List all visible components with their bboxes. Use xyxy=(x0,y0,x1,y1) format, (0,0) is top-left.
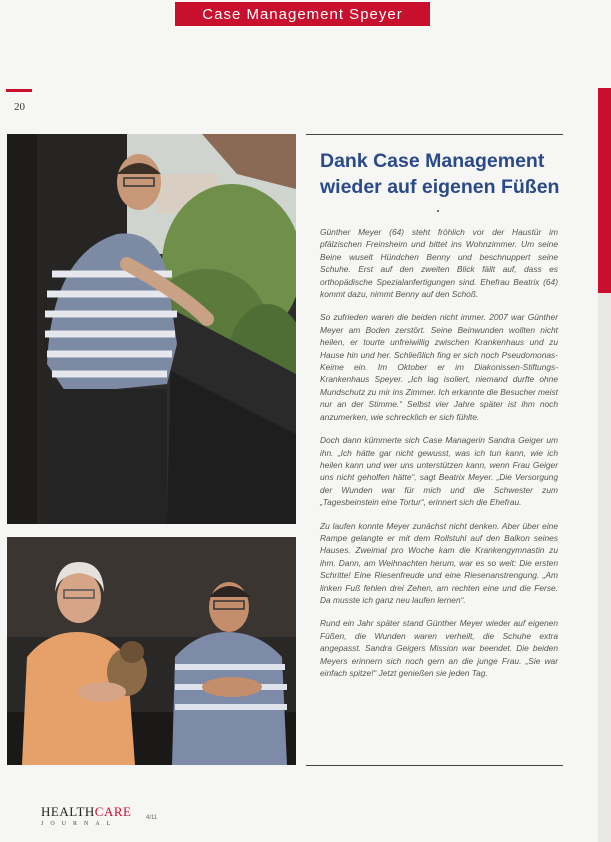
page-number: 20 xyxy=(14,101,25,113)
article-body xyxy=(320,226,558,690)
page-edge xyxy=(598,293,611,842)
section-header xyxy=(175,2,430,26)
photo-couple-with-dog-illustration xyxy=(7,537,296,765)
top-rule xyxy=(306,134,563,135)
bottom-rule xyxy=(306,765,563,766)
accent-side-tab xyxy=(598,88,611,293)
logo-part-health: HEALTH xyxy=(41,804,95,819)
divider-dot xyxy=(437,210,439,212)
accent-tick xyxy=(6,89,32,92)
logo-wordmark xyxy=(41,804,131,820)
section-title: Case Management Speyer xyxy=(202,5,403,23)
photo-man-on-balcony-illustration xyxy=(7,134,296,524)
paragraph: Günther Meyer (64) steht fröhlich vor der Haustür im pfälzischen Freinsheim und bittet ins Wohnzimmer. Um seine Beine wuselt Hündchen Benny und beschnuppert seine Schuhe. Erst auf den zweiten Blick fällt auf, dass es orthopädische Spezialanfertigungen sind. Ehefrau Beatrix (64) kommt dazu, nimmt Benny auf den Schoß. xyxy=(320,227,558,300)
paragraph: Zu laufen konnte Meyer zunächst nicht denken. Aber über eine Rampe gelangte er mit dem Rollstuhl auf den Balkon seines Hauses. Zweimal pro Woche kam die Krankengymnastin zu ihm. Dann, am Weihnachten herum, war es so weit: Die ersten Schritte! Eine Riesenfreude und eine Riesenanstrengung. „Am linken Fuß fehlen drei Zehen, am rechten eine und die Ferse. Da musste ich ganz neu laufen lernen“. xyxy=(320,520,558,605)
photo-man-on-balcony xyxy=(7,134,296,524)
paragraph: Rund ein Jahr später stand Günther Meyer wieder auf eigenen Füßen, die Wunden waren verheilt, die Schuhe extra angepasst. Sandra Geigers Mission war beendet. Die beiden Meyers erinnern sich noch gern an die junge Frau. „Sie war einfach spitze!“ Jetzt genießen sie jeden Tag. xyxy=(320,618,558,678)
photo-couple-with-dog xyxy=(7,537,296,765)
healthcare-journal-logo xyxy=(41,804,131,827)
logo-subtitle: JOURNAL xyxy=(41,821,118,827)
paragraph: Doch dann kümmerte sich Case Managerin Sandra Geiger um ihn. „Ich hätte gar nicht gewusst, was ich tun kann, wie ich heilen kann und wer uns unterstützen kann, wenn Frau Geiger uns nicht geholfen hätte“, sagt Beatrix Meyer. „Die Versorgung der Wunden war für mich und die Schwester zum „Tagesbeinstein eine Tortur“, erinnert sich die Ehefrau. xyxy=(320,435,558,508)
article-headline xyxy=(320,148,560,200)
issue-code: 4/11 xyxy=(146,815,158,821)
logo-part-care: CARE xyxy=(94,804,132,819)
headline-line-1: Dank Case Management xyxy=(320,150,545,172)
headline-line-2: wieder auf eigenen Füßen xyxy=(320,176,560,198)
paragraph: So zufrieden waren die beiden nicht immer. 2007 war Günther Meyer am Boden zerstört. Seine Beinwunden wollten nicht heilen, er tourte unfreiwillig zwischen Krankenhaus und zu Hause hin und her. Schließlich fing er sich noch Pseudomonas-Keime ein. Im Oktober er im Diakonissen-Stiftungs-Krankenhaus Speyer. „Ich lag isoliert, niemand durfte ohne Mundschutz zu mir ins Zimmer. Ich erkannte die Besucher meist nur an der Stimme.“ Selbst vier Jahre später ist ihm noch anzumerken, wie schrecklich er sich fühlte. xyxy=(320,312,558,422)
